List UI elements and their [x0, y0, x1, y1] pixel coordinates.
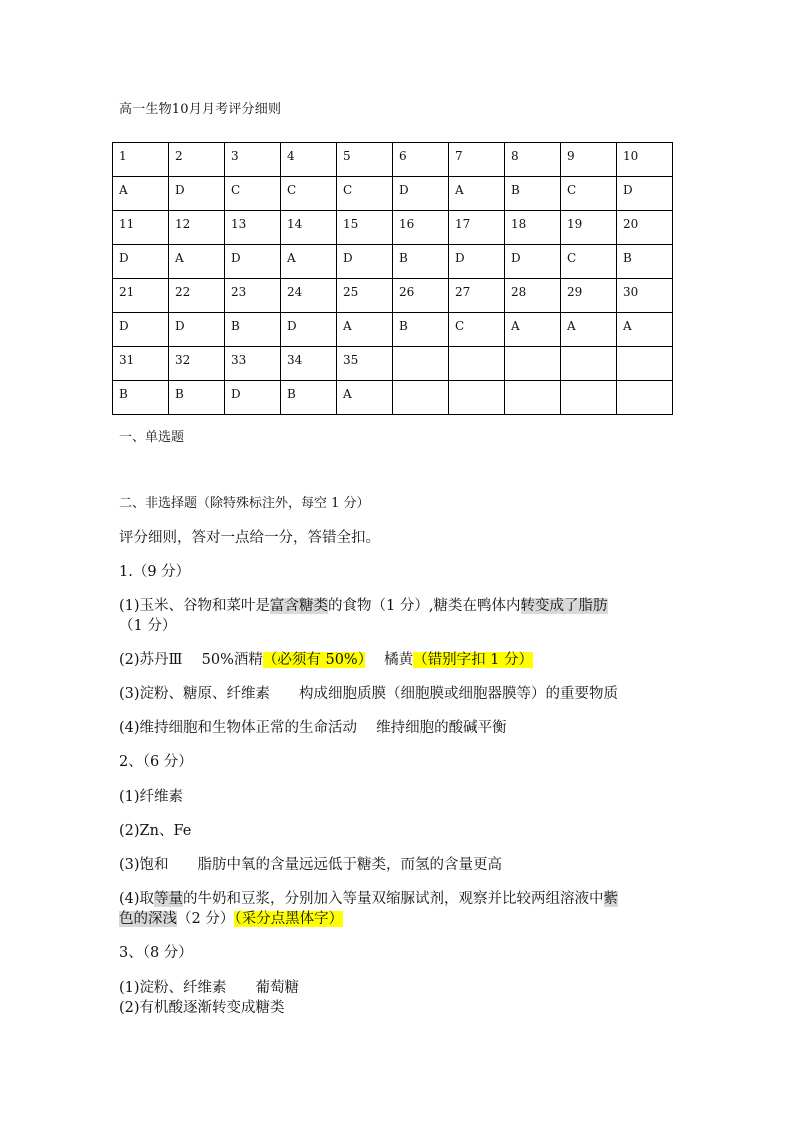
table-cell: 1 — [113, 143, 169, 177]
table-cell: 28 — [505, 279, 561, 313]
table-cell: C — [337, 177, 393, 211]
table-row — [113, 245, 673, 279]
table-cell: C — [281, 177, 337, 211]
table-cell: 11 — [113, 211, 169, 245]
table-row — [113, 347, 673, 381]
table-cell: 33 — [225, 347, 281, 381]
table-cell: 26 — [393, 279, 449, 313]
table-cell: B — [505, 177, 561, 211]
table-cell: C — [225, 177, 281, 211]
table-cell: 35 — [337, 347, 393, 381]
table-cell: D — [617, 177, 673, 211]
q3-answer-2: (2)有机酸逐渐转变成糖类 — [119, 1000, 285, 1016]
q2-heading: 2、（6 分） — [119, 754, 193, 770]
table-cell — [561, 347, 617, 381]
table-cell: D — [225, 245, 281, 279]
table-cell: 16 — [393, 211, 449, 245]
table-cell: 7 — [449, 143, 505, 177]
text: (1)玉米、谷物和菜叶是 — [119, 598, 271, 614]
table-cell: 32 — [169, 347, 225, 381]
table-cell: 5 — [337, 143, 393, 177]
table-cell — [449, 381, 505, 415]
table-row — [113, 381, 673, 415]
table-cell: A — [281, 245, 337, 279]
section-non-choice: 二、非选择题（除特殊标注外，每空 1 分） — [119, 496, 370, 511]
q3-answer-1: (1)淀粉、纤维素 葡萄糖 — [119, 980, 300, 996]
table-cell: A — [337, 381, 393, 415]
table-cell: 14 — [281, 211, 337, 245]
table-cell: 3 — [225, 143, 281, 177]
table-cell: D — [393, 177, 449, 211]
table-cell: 22 — [169, 279, 225, 313]
table-cell: B — [617, 245, 673, 279]
text: (4)取 — [119, 891, 155, 907]
table-cell: 23 — [225, 279, 281, 313]
q1-answer-1 — [119, 594, 608, 615]
table-cell: 15 — [337, 211, 393, 245]
page-title: 高一生物10月月考评分细则 — [119, 102, 282, 117]
table-cell: A — [449, 177, 505, 211]
text: （2 分） — [177, 911, 235, 927]
table-cell: 21 — [113, 279, 169, 313]
table-cell: D — [337, 245, 393, 279]
section-single-choice: 一、单选题 — [119, 430, 185, 445]
table-row — [113, 177, 673, 211]
table-cell: 10 — [617, 143, 673, 177]
table-cell: 25 — [337, 279, 393, 313]
table-row — [113, 313, 673, 347]
highlight: 转变成了脂肪 — [520, 598, 608, 614]
text: 的牛奶和豆浆，分别加入等量双缩脲试剂，观察并比较两组溶液中 — [183, 891, 604, 907]
highlight: 紫 — [603, 891, 619, 907]
table-cell: A — [561, 313, 617, 347]
table-cell — [505, 347, 561, 381]
table-cell: B — [393, 245, 449, 279]
table-cell — [393, 381, 449, 415]
table-cell: D — [113, 245, 169, 279]
highlight: 色的深浅 — [119, 911, 177, 927]
grading-rule-note: 评分细则，答对一点给一分，答错全扣。 — [119, 530, 380, 546]
table-cell: 9 — [561, 143, 617, 177]
table-cell: B — [113, 381, 169, 415]
table-cell: 20 — [617, 211, 673, 245]
table-row — [113, 211, 673, 245]
table-cell: B — [225, 313, 281, 347]
highlight: 富含糖类 — [270, 598, 329, 614]
table-cell: 19 — [561, 211, 617, 245]
table-cell — [505, 381, 561, 415]
table-cell: 29 — [561, 279, 617, 313]
table-cell: 8 — [505, 143, 561, 177]
table-cell: 2 — [169, 143, 225, 177]
q3-heading: 3、（8 分） — [119, 945, 193, 961]
q2-answer-4-cont — [119, 907, 343, 928]
table-cell: D — [505, 245, 561, 279]
table-cell: 13 — [225, 211, 281, 245]
table-cell: 12 — [169, 211, 225, 245]
q2-answer-2: (2)Zn、Fe — [119, 823, 192, 839]
q2-answer-3: (3)饱和 脂肪中氧的含量远远低于糖类，而氢的含量更高 — [119, 857, 503, 873]
table-cell: 17 — [449, 211, 505, 245]
table-cell: D — [281, 313, 337, 347]
q1-answer-2 — [119, 648, 533, 669]
table-cell — [449, 347, 505, 381]
table-cell: D — [113, 313, 169, 347]
table-cell: 18 — [505, 211, 561, 245]
highlight: （错别字扣 1 分） — [413, 652, 534, 668]
table-cell: 27 — [449, 279, 505, 313]
table-cell: B — [393, 313, 449, 347]
highlight: （必须有 50%） — [262, 652, 365, 668]
table-cell — [561, 381, 617, 415]
table-cell — [617, 381, 673, 415]
q1-answer-1-cont: （1 分） — [119, 618, 177, 634]
table-cell: A — [113, 177, 169, 211]
table-cell: 34 — [281, 347, 337, 381]
q1-answer-3: (3)淀粉、糖原、纤维素 构成细胞质膜（细胞膜或细胞器膜等）的重要物质 — [119, 686, 619, 702]
q2-answer-1: (1)纤维素 — [119, 789, 184, 805]
table-cell: D — [225, 381, 281, 415]
q1-heading: 1.（9 分） — [119, 564, 191, 580]
text: 的食物（1 分）,糖类在鸭体内 — [328, 598, 521, 614]
table-cell: C — [561, 177, 617, 211]
table-cell — [617, 347, 673, 381]
table-cell: 4 — [281, 143, 337, 177]
table-cell: D — [169, 313, 225, 347]
table-row — [113, 279, 673, 313]
table-cell: D — [449, 245, 505, 279]
table-cell: B — [281, 381, 337, 415]
table-cell: D — [169, 177, 225, 211]
highlight: （采分点黑体字） — [234, 911, 344, 927]
table-cell: A — [505, 313, 561, 347]
table-cell: C — [561, 245, 617, 279]
text: (2)苏丹Ⅲ 50%酒精 — [119, 652, 263, 668]
highlight: 等量 — [154, 891, 184, 907]
q2-answer-4 — [119, 887, 618, 908]
table-row — [113, 143, 673, 177]
table-cell: 6 — [393, 143, 449, 177]
table-cell: A — [337, 313, 393, 347]
table-cell: 31 — [113, 347, 169, 381]
table-cell: B — [169, 381, 225, 415]
table-cell: A — [169, 245, 225, 279]
table-cell — [393, 347, 449, 381]
table-cell: 24 — [281, 279, 337, 313]
q1-answer-4: (4)维持细胞和生物体正常的生命活动 维持细胞的酸碱平衡 — [119, 720, 507, 736]
text: 橘黄 — [364, 652, 414, 668]
table-cell: A — [617, 313, 673, 347]
table-cell: C — [449, 313, 505, 347]
answer-table — [112, 142, 673, 415]
table-cell: 30 — [617, 279, 673, 313]
